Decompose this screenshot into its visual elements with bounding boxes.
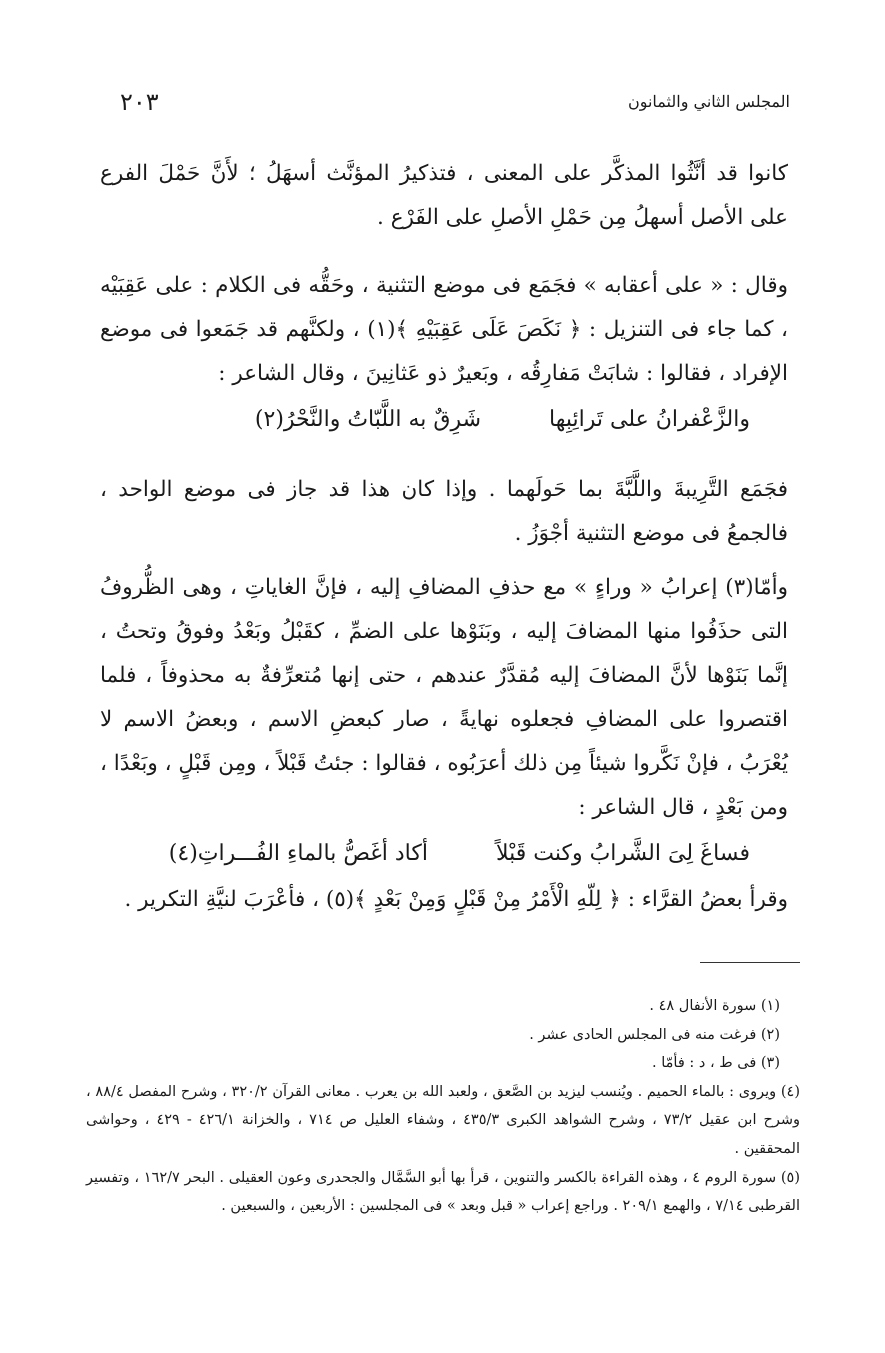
paragraph-gap	[100, 444, 788, 468]
verse-2-first-hemistich: فساغَ لِىَ الشَّرابُ وكنت قَبْلاً	[495, 841, 750, 866]
footnote-3: (٣) فى ط ، د : فأمّا .	[652, 1055, 780, 1072]
paragraph-5: وقرأ بعضُ القرَّاء : ﴿ لِلّهِ الْأَمْرُ مِنْ قَبْلٍ وَمِنْ بَعْدٍ ﴾(٥) ، فأعْرَبَ لنيَّةِ التكرير .	[124, 887, 788, 912]
paragraph-gap	[100, 240, 788, 264]
verse-2	[100, 830, 788, 878]
footnote-4: (٤) ويروى : بالماء الحميم . ويُنسب ليزيد بن الصَّعق ، ولعبد الله بن يعرب . معانى القرآن ٣٢٠/٢ ، وشرح المفصل ٨٨/٤ ، وشرح ابن عقيل ٧٣/٢ ، وشرح الشواهد الكبرى ٤٣٥/٣ ، وشفاء العليل ص ٧١٤ ، والخزانة ٤٢٦/١ - ٤٢٩ ، وحواشى المحققين .	[86, 1083, 801, 1157]
footnote-1: (١) سورة الأنفال ٤٨ .	[649, 998, 780, 1014]
verse-1	[100, 396, 788, 444]
paragraph-gap	[100, 556, 788, 566]
paragraph-4: وأمّا(٣) إعرابُ « وراءٍ » مع حذفِ المضافِ إليه ، فإنَّ الغاياتِ ، وهى الظُّروفُ التى حذَفُوا منها المضافَ إليه ، وبَنَوْها على الضمِّ ، كقَبْلُ وبَعْدُ وفوقُ وتحتُ ، إنَّما بَنَوْها لأنَّ المضافَ إليه مُقدَّرٌ عندهم ، حتى إنها مُتعرِّفةٌ به محذوفاً ، فلما اقتصروا على المضافِ فجعلوه نهايةً ، صار كبعضِ الاسم ، وبعضُ الاسم لا يُعْرَبُ ، فإنْ نَكَّروا شيئاً مِن ذلك أعرَبُوه ، فقالوا : جئتُ قَبْلاً ، ومِن قَبْلٍ ، وبَعْدًا ، ومن بَعْدٍ ، قال الشاعر :	[100, 575, 788, 820]
running-title: المجلس الثاني والثمانون	[627, 92, 790, 111]
footnote-2: (٢) فرغت منه فى المجلس الحادى عشر .	[529, 1026, 780, 1043]
paragraph-1: كانوا قد أنَّثُوا المذكَّر على المعنى ، فتذكيرُ المؤنَّث أسهَلُ ؛ لأَنَّ حَمْلَ الفرع على الأصل أسهلُ مِن حَمْلِ الأصلِ على الفَرْع .	[100, 161, 788, 230]
main-text	[100, 152, 788, 922]
paragraph-3: فجَمَع التَّرِيبةَ واللَّبَّةَ بما حَولَهما . وإذا كان هذا قد جاز فى موضع الواحد ، فالجمعُ فى موضع التثنية أجْوَزُ .	[100, 477, 788, 546]
page-number: ٢٠٣	[120, 88, 159, 116]
footnote-divider	[700, 962, 800, 963]
page-header	[120, 88, 790, 122]
footnotes	[86, 992, 800, 1221]
verse-1-first-hemistich: والزَّعْفرانُ على تَرائِبِها	[549, 407, 750, 432]
paragraph-2: وقال : « على أعقابه » فجَمَع فى موضع التثنية ، وحَقُّه فى الكلام : على عَقِبَيْه ، كما جاء فى التنزيل : ﴿ نَكَصَ عَلَى عَقِبَيْهِ ﴾(١) ، ولكنَّهم قد جَمَعوا فى موضع الإفراد ، فقالوا : شابَتْ مَفارِقُه ، وبَعيرٌ ذو عَثانِينَ ، وقال الشاعر :	[100, 273, 788, 386]
verse-1-second-hemistich: شَرِقٌ به اللَّبّاتُ والنَّحْرُ(٢)	[254, 407, 482, 432]
verse-2-second-hemistich: أكاد أغَصُّ بالماءِ الفُـــراتِ(٤)	[168, 841, 428, 866]
footnote-5: (٥) سورة الروم ٤ ، وهذه القراءة بالكسر والتنوين ، قرأ بها أبو السَّمَّال والجحدرى وعون العقيلى . البحر ١٦٢/٧ ، وتفسير القرطبى ٧/١٤ ، والهمع ٢٠٩/١ . وراجع إعراب « قبل وبعد » فى المجلسين : الأربعين ، والسبعين .	[86, 1169, 800, 1215]
